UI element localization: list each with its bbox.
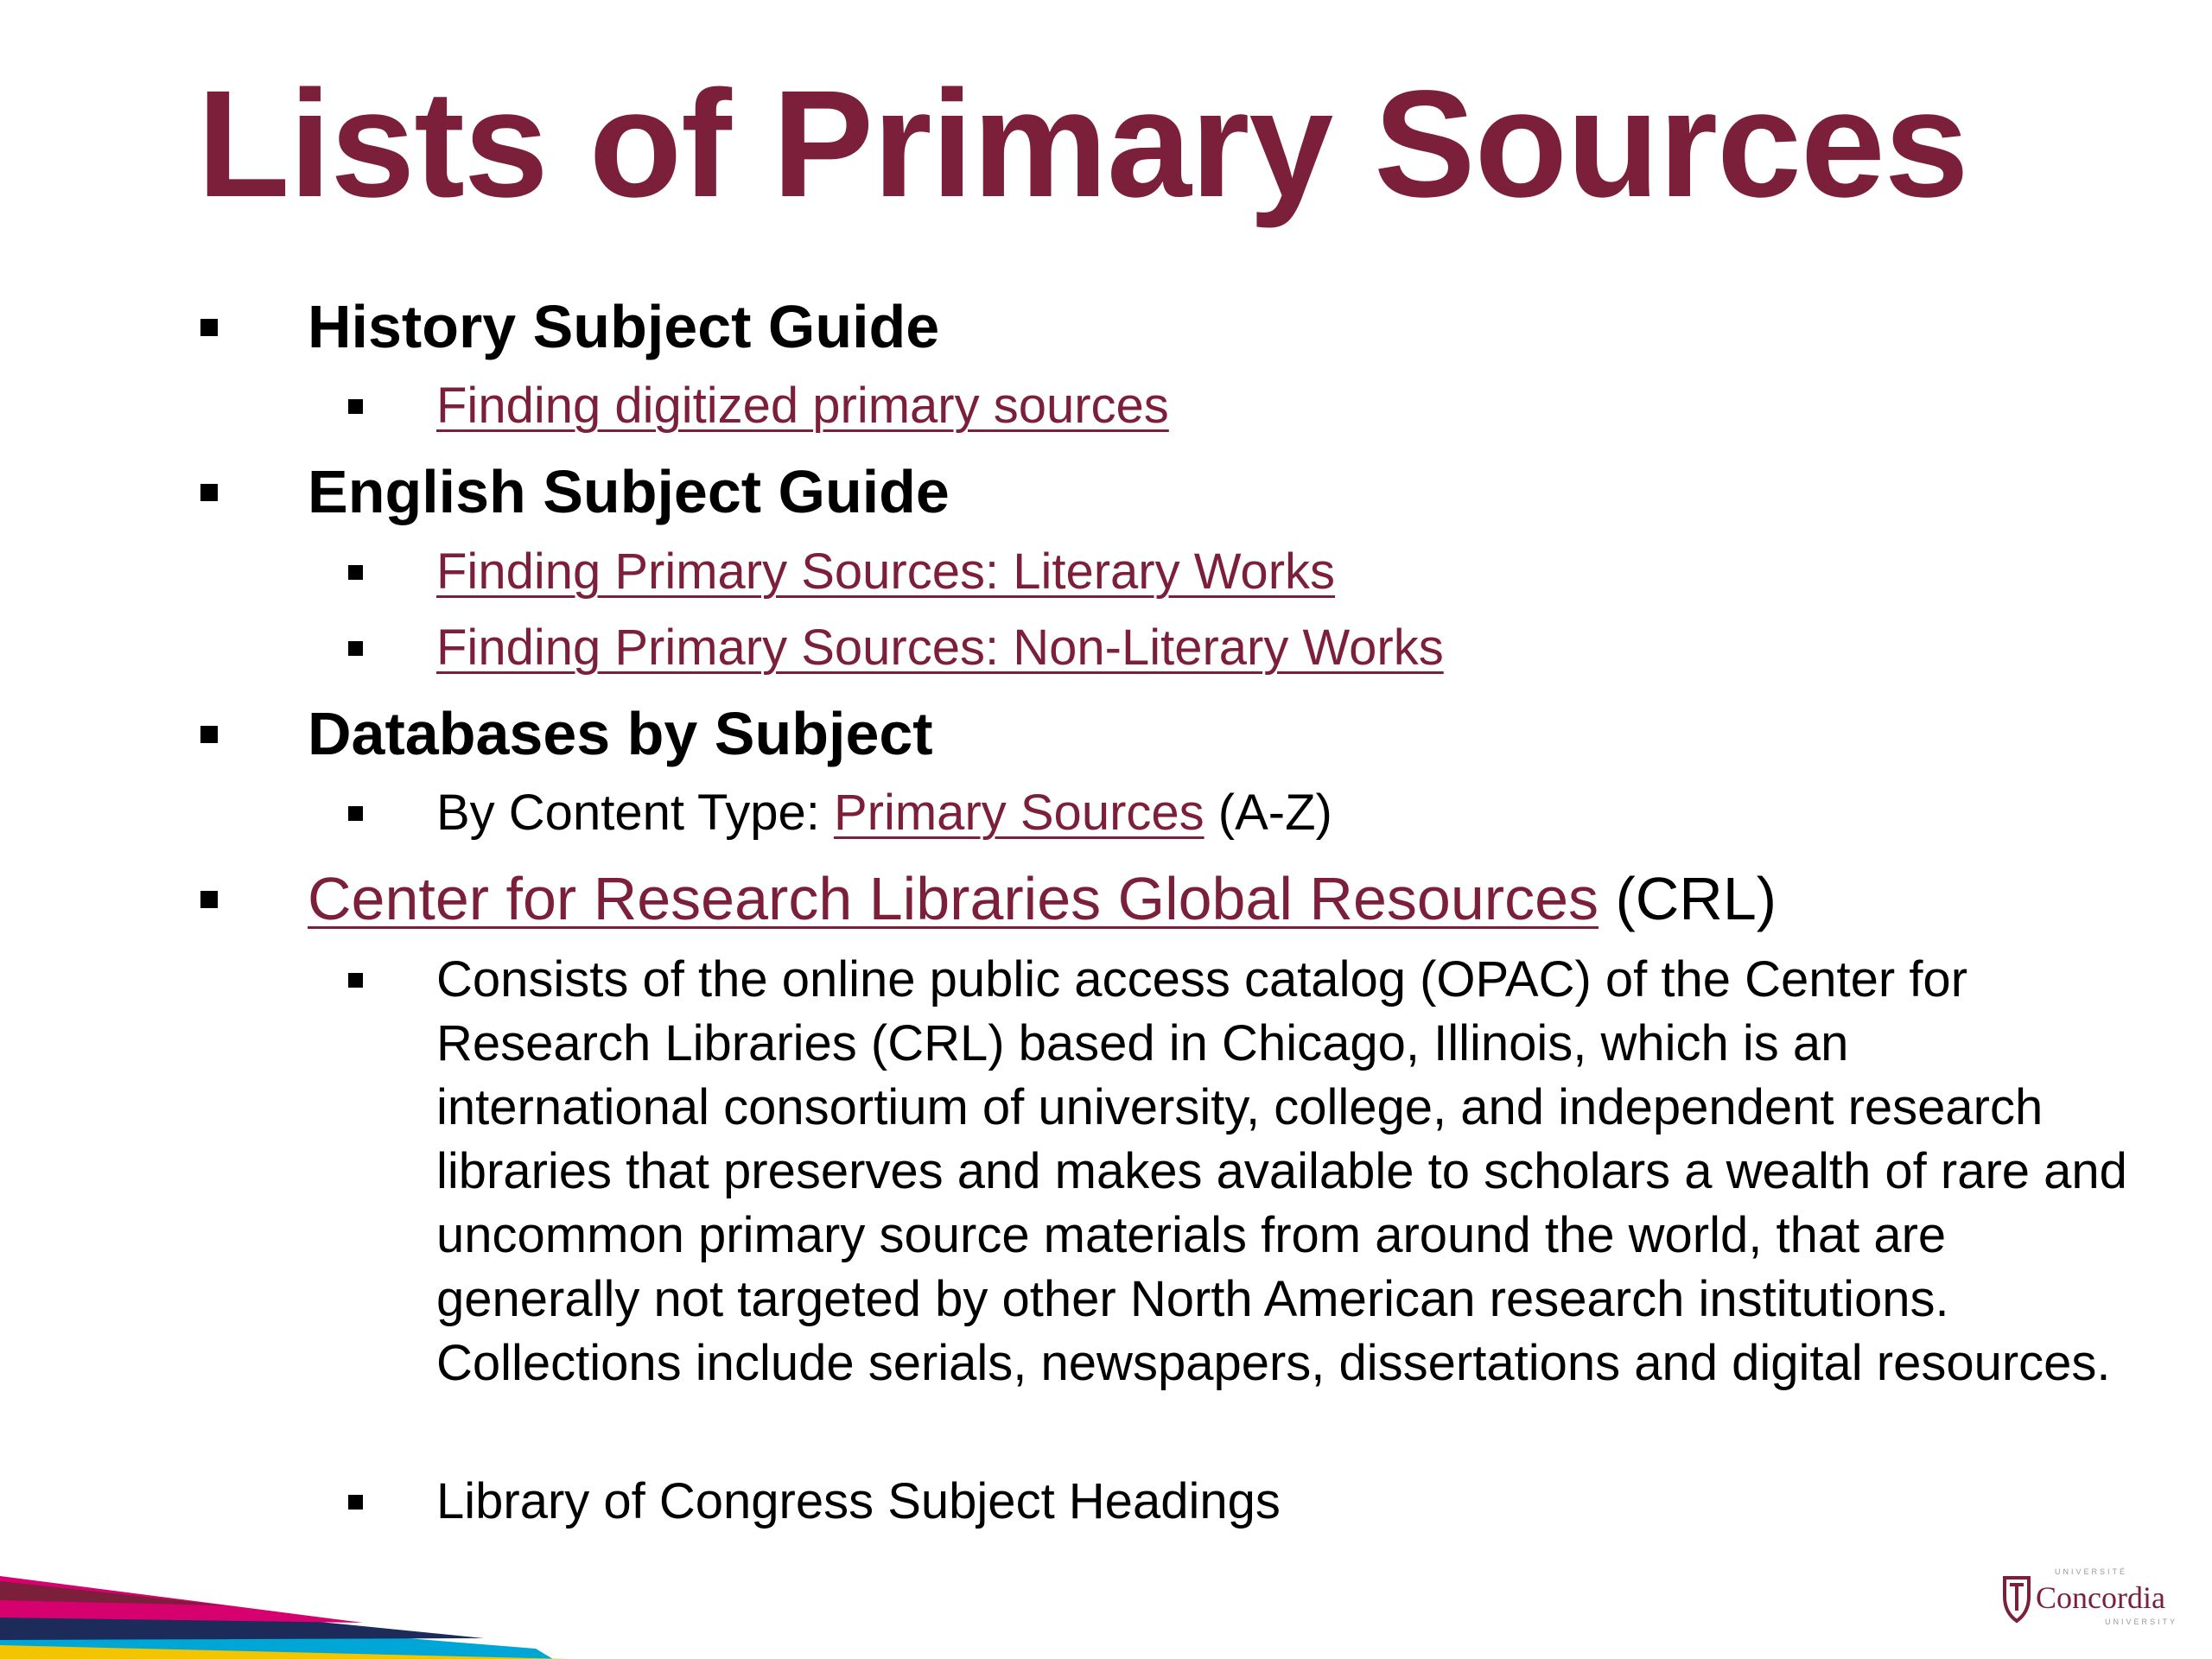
bullet-marker [200, 891, 218, 908]
slide-title: Lists of Primary Sources [197, 60, 1968, 229]
footer-stripes-graphic [0, 1555, 570, 1659]
crl-suffix: (CRL) [1599, 865, 1777, 932]
logo-wordmark: Concordia [2036, 1580, 2165, 1615]
bullet-marker [348, 806, 363, 821]
primary-sources-az-link[interactable]: Primary Sources [833, 785, 1205, 841]
non-literary-works-link[interactable]: Finding Primary Sources: Non-Literary Works [436, 620, 1444, 676]
bullet-marker [348, 399, 363, 414]
concordia-logo [2001, 1567, 2178, 1628]
crl-global-resources-link[interactable]: Center for Research Libraries Global Resources [308, 865, 1599, 932]
history-subject-guide-heading: History Subject Guide [308, 293, 940, 360]
lc-subject-headings-text: Library of Congress Subject Headings [436, 1473, 1281, 1529]
content-type-suffix: (A-Z) [1204, 785, 1332, 841]
bullet-marker [200, 484, 218, 501]
bullet-marker [348, 641, 363, 656]
bullet-marker [348, 1495, 363, 1510]
content-type-line [436, 781, 1332, 845]
databases-by-subject-heading: Databases by Subject [308, 700, 933, 767]
finding-digitized-primary-sources-link[interactable]: Finding digitized primary sources [436, 378, 1169, 434]
crl-line [308, 862, 1777, 935]
logo-bottom-small-text: UNIVERSITY [2105, 1618, 2178, 1626]
logo-top-small-text: UNIVERSITÉ [2055, 1567, 2128, 1576]
bullet-marker [200, 319, 218, 336]
bullet-marker [200, 726, 218, 743]
bullet-marker [348, 565, 363, 580]
content-type-prefix: By Content Type: [436, 785, 834, 841]
english-subject-guide-heading: English Subject Guide [308, 458, 950, 525]
concordia-shield-icon [2001, 1573, 2032, 1624]
crl-description: Consists of the online public access catalog (OPAC) of the Center for Research Libraries (CRL) based in Chicago, Illinois, which is an international consortium of university, college, and independent research libraries that preserves and makes available to scholars a wealth of rare and uncommon primary source materials from around the world, that are generally not targeted by other North American research institutions. Collections include serials, newspapers, dissertations and digital resources. [436, 951, 2127, 1391]
literary-works-link[interactable]: Finding Primary Sources: Literary Works [436, 543, 1336, 600]
bullet-marker [348, 973, 363, 988]
